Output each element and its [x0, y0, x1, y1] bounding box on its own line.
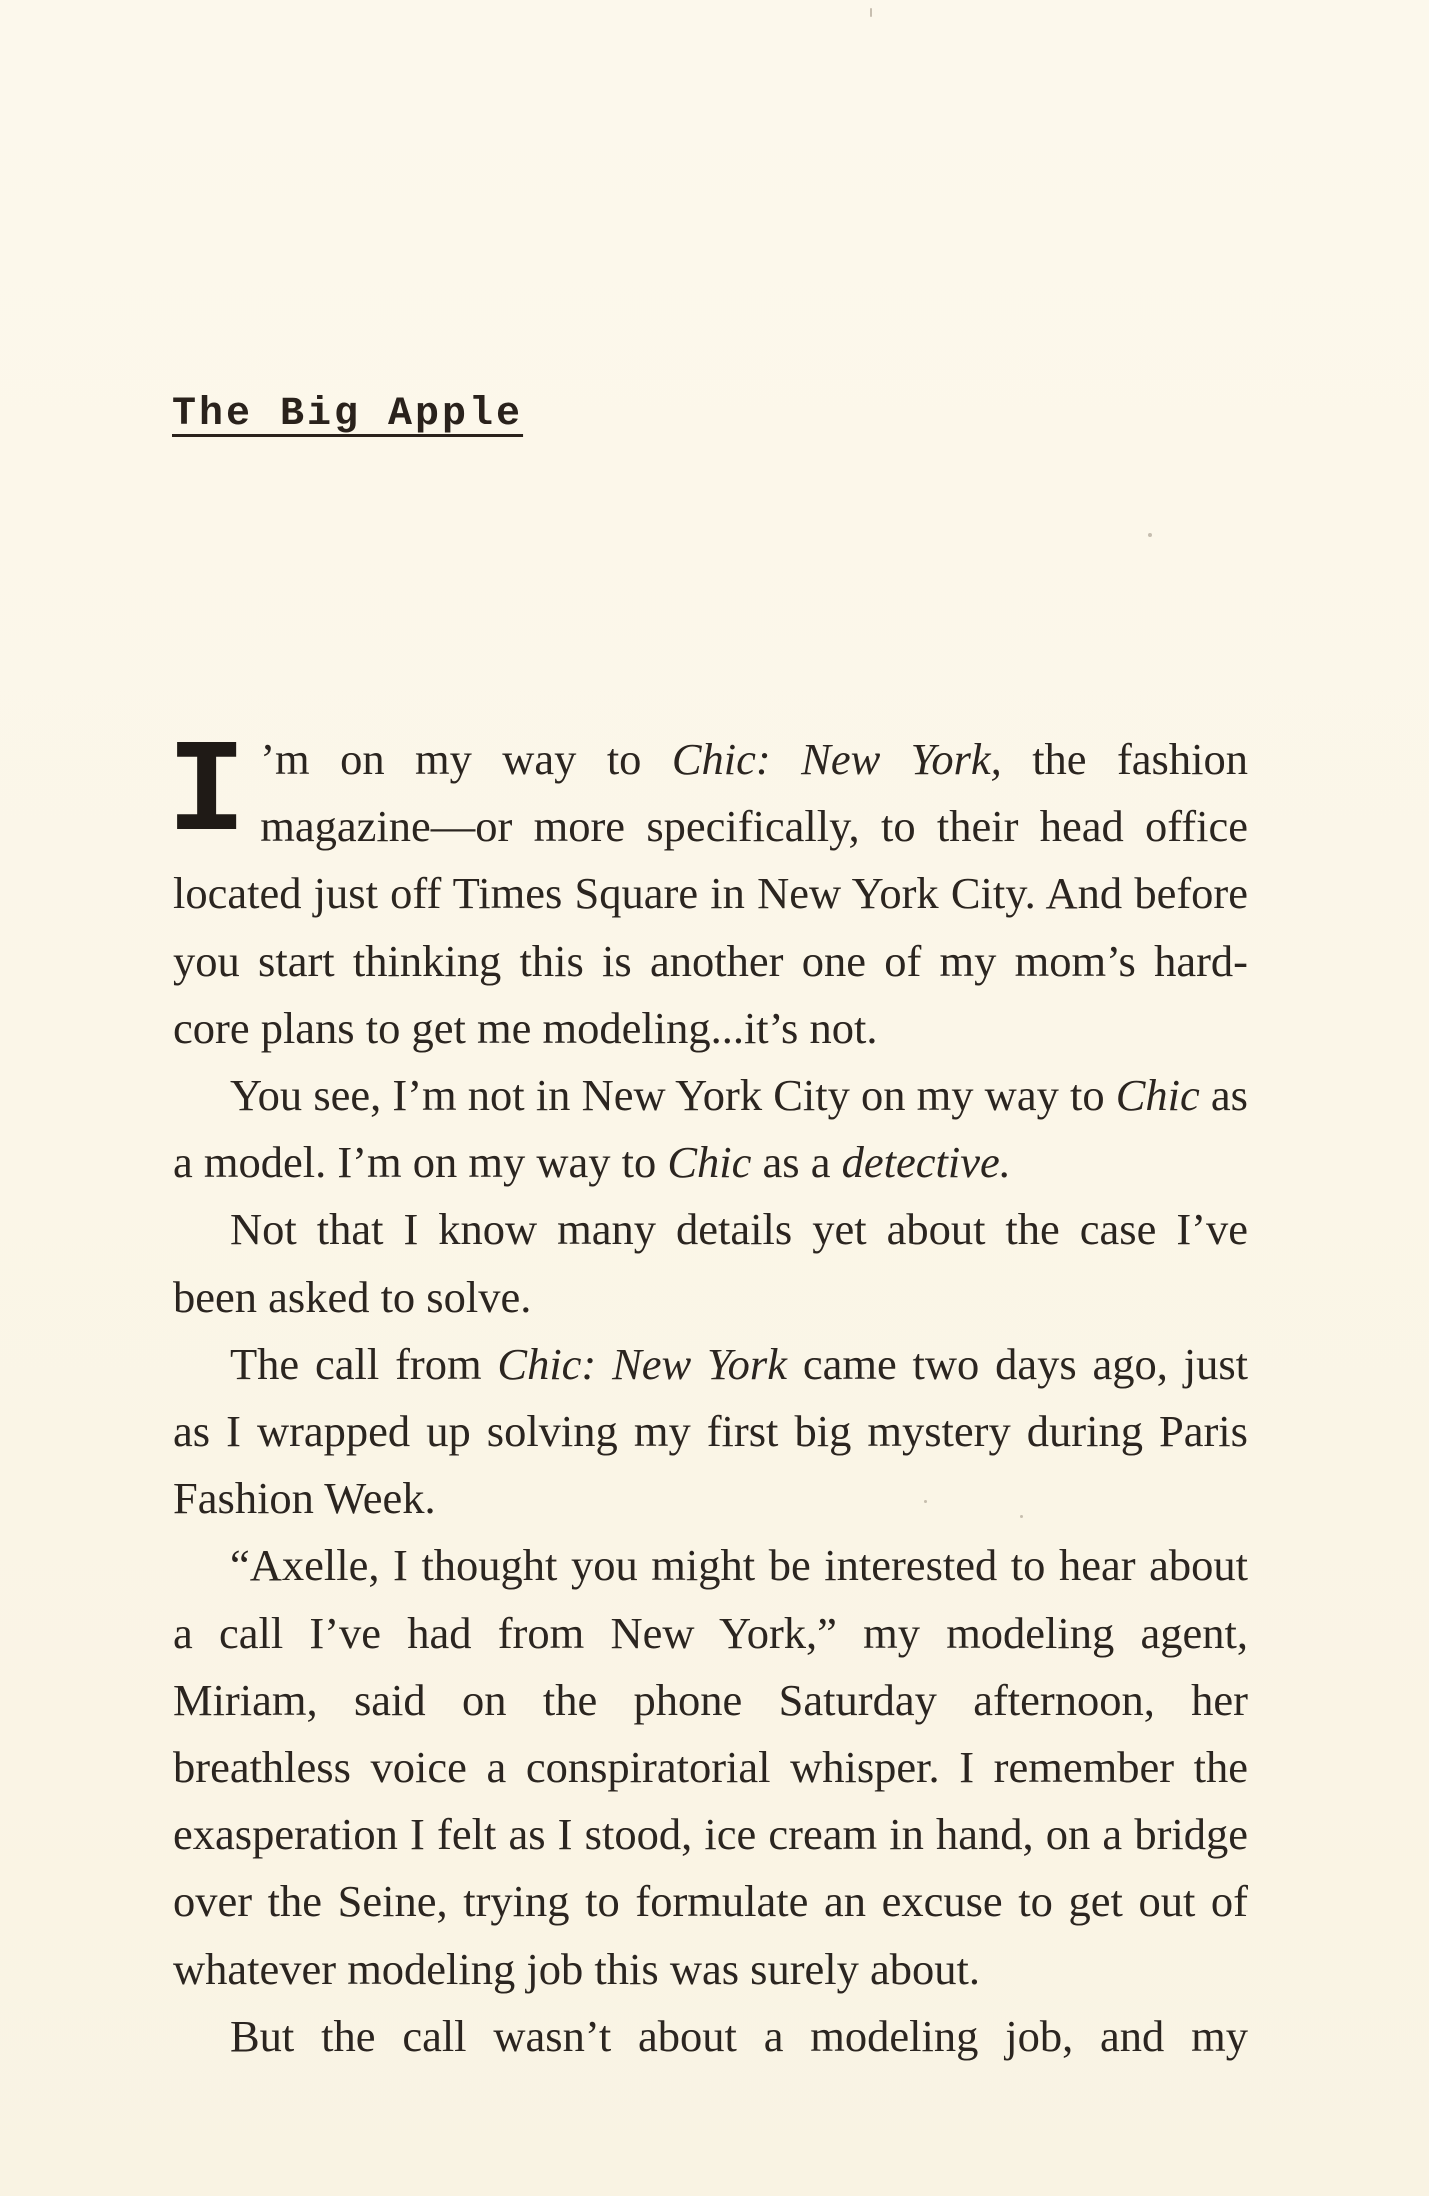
emphasis: detective. [841, 1137, 1011, 1188]
text-run: came two days ago, just as I wrapped up solving my first big mystery during Paris Fashion Week. [173, 1338, 1248, 1524]
text-run: ’m on my way to [260, 734, 672, 784]
text-run: the fashion magazine—or more specifically, to their head office located just off Times Square in New York City. And before you start thinking this is another one of my mom’s hard-core plans to get me modeling...it’s not. [173, 734, 1248, 1053]
paragraph [173, 1196, 1248, 1330]
magazine-title: Chic [1115, 1070, 1200, 1121]
drop-cap: I [167, 719, 247, 869]
paragraph [173, 1331, 1248, 1533]
text-run: Not that I know many details yet about the case I’ve been asked to solve. [173, 1204, 1248, 1322]
paragraph [173, 2003, 1248, 2070]
text-run: The call from [230, 1338, 498, 1389]
paragraph [173, 1062, 1248, 1196]
magazine-title: Chic: New York [497, 1338, 788, 1389]
paragraph [167, 719, 1248, 1062]
paper-speck [1148, 533, 1152, 537]
text-run: as a [751, 1137, 842, 1188]
magazine-title: Chic: New York, [671, 734, 1002, 784]
text-run: as a model. I’m on my way to [173, 1070, 1248, 1188]
paper-speck [1020, 1515, 1023, 1518]
paragraph [173, 1532, 1248, 2002]
magazine-title: Chic [667, 1137, 752, 1188]
text-run: But the call wasn’t about a modeling job, and my [230, 2010, 1248, 2061]
chapter-body [167, 719, 1248, 2070]
paper-speck [870, 8, 872, 17]
text-run: You see, I’m not in New York City on my way to [230, 1070, 1116, 1121]
chapter-title: The Big Apple [172, 392, 524, 437]
paper-speck [924, 1500, 927, 1503]
text-run: “Axelle, I thought you might be interested to hear about a call I’ve had from New York,” my modeling agent, Miriam, said on the phone Saturday afternoon, her breathless voice a conspiratorial whisper. I remember the exasperation I felt as I stood, ice cream in hand, on a bridge over the Seine, trying to formulate an excuse to get out of whatever modeling job this was surely about. [173, 1540, 1248, 1994]
